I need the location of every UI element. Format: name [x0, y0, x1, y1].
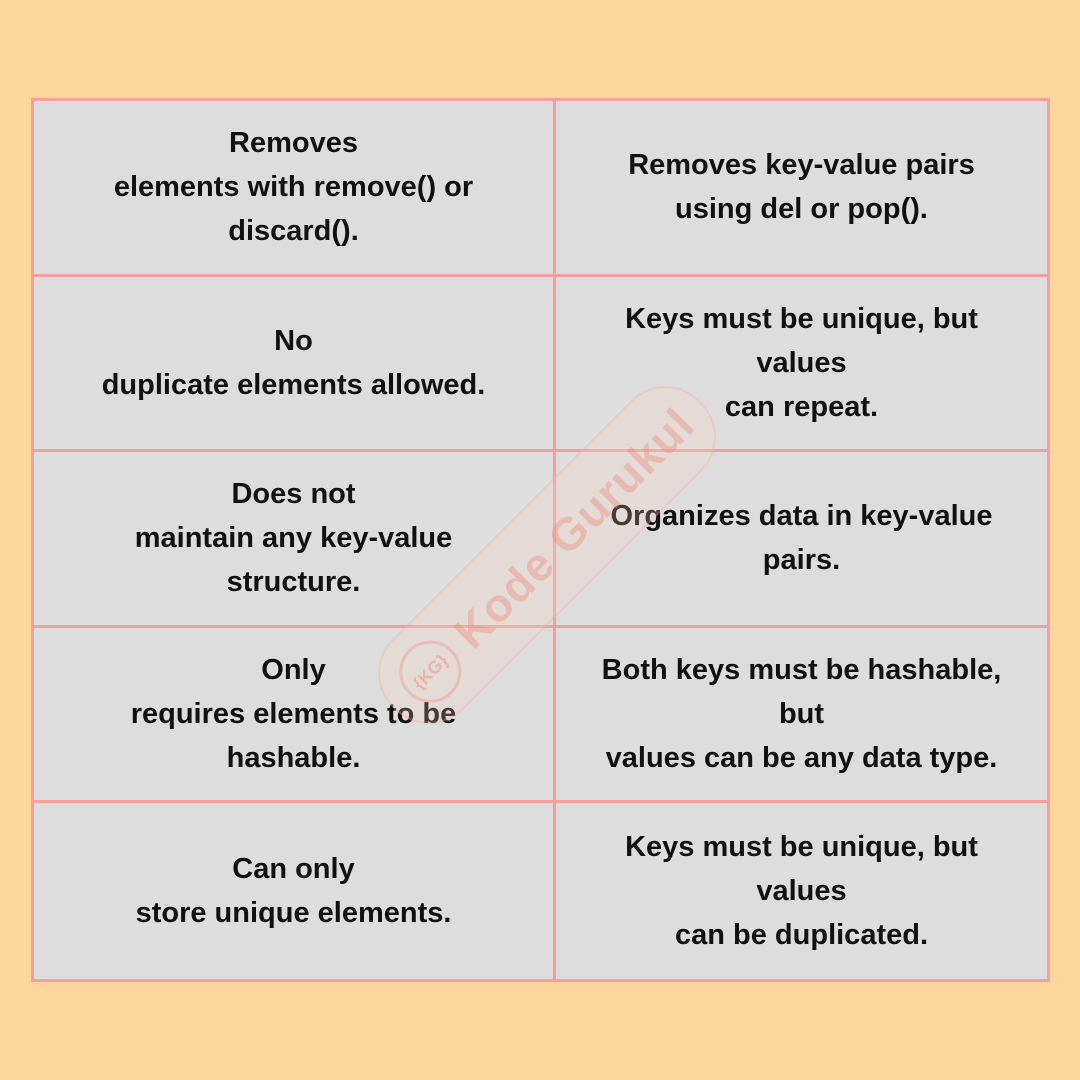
table-cell-left-row-1 — [34, 101, 556, 277]
comparison-table — [31, 98, 1050, 982]
table-cell-left-row-4 — [34, 628, 556, 804]
cell-text: Removes elements with remove() or discard(). — [113, 127, 474, 248]
cell-text: Organizes data in key-value pairs. — [610, 500, 993, 577]
table-cell-right-row-2 — [556, 277, 1047, 453]
cell-text: Does not maintain any key-value structure. — [134, 478, 453, 599]
table-cell-left-row-2 — [34, 277, 556, 453]
cell-text: Removes key-value pairs using del or pop(). — [628, 149, 975, 226]
watermark-logo-icon: {KG} — [386, 628, 474, 716]
cell-text: No duplicate elements allowed. — [101, 324, 486, 401]
table-cell-right-row-3 — [556, 452, 1047, 628]
cell-text: Keys must be unique, but values can repeat. — [625, 302, 978, 423]
table-cell-right-row-5 — [556, 803, 1047, 979]
table-cell-right-row-4 — [556, 628, 1047, 804]
cell-text: Keys must be unique, but values can be duplicated. — [625, 831, 978, 952]
watermark-text: Kode Gurukul — [443, 397, 705, 659]
table-cell-left-row-5 — [34, 803, 556, 979]
cell-text: Both keys must be hashable, but values can be any data type. — [601, 654, 1002, 775]
cell-text: Only requires elements to be hashable. — [130, 654, 457, 775]
cell-text: Can only store unique elements. — [135, 853, 452, 930]
table-cell-left-row-3 — [34, 452, 556, 628]
table-cell-right-row-1 — [556, 101, 1047, 277]
